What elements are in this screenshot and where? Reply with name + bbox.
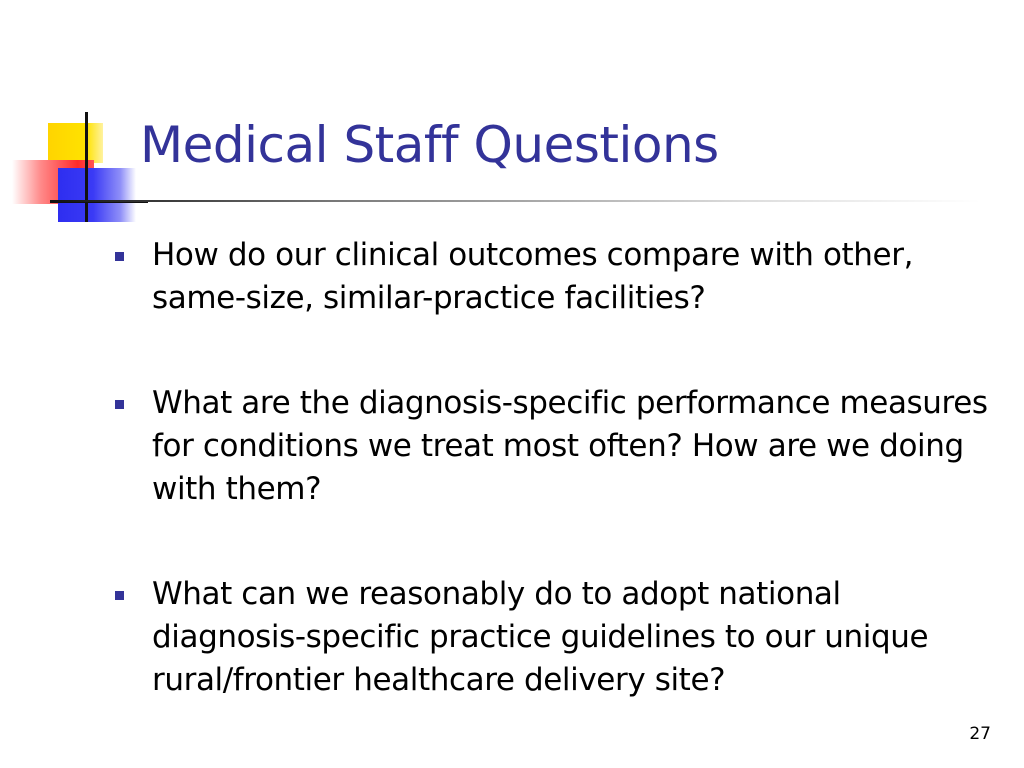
bullet-text: What can we reasonably do to adopt national diagnosis-specific practice guidelines to our unique rural/frontier healthcare delivery site? [152, 576, 929, 698]
yellow-square-shape [48, 123, 103, 163]
title-underline-rule [50, 200, 980, 202]
blue-square-shape [58, 168, 136, 222]
slide-title: Medical Staff Questions [140, 116, 719, 174]
page-number: 27 [969, 724, 991, 744]
bullet-text: How do our clinical outcomes compare with other, same-size, similar-practice facilities? [152, 237, 914, 316]
bullet-list [112, 234, 992, 702]
square-bullet-icon [115, 400, 124, 409]
bullet-text: What are the diagnosis-specific performance measures for conditions we treat most often? How are we doing with them? [152, 385, 988, 507]
square-bullet-icon [115, 252, 124, 261]
bullet-item [112, 573, 992, 702]
square-bullet-icon [115, 591, 124, 600]
vertical-line-shape [85, 112, 88, 222]
bullet-item [112, 234, 992, 320]
bullet-item [112, 382, 992, 511]
slide-logo-graphic [0, 0, 150, 240]
